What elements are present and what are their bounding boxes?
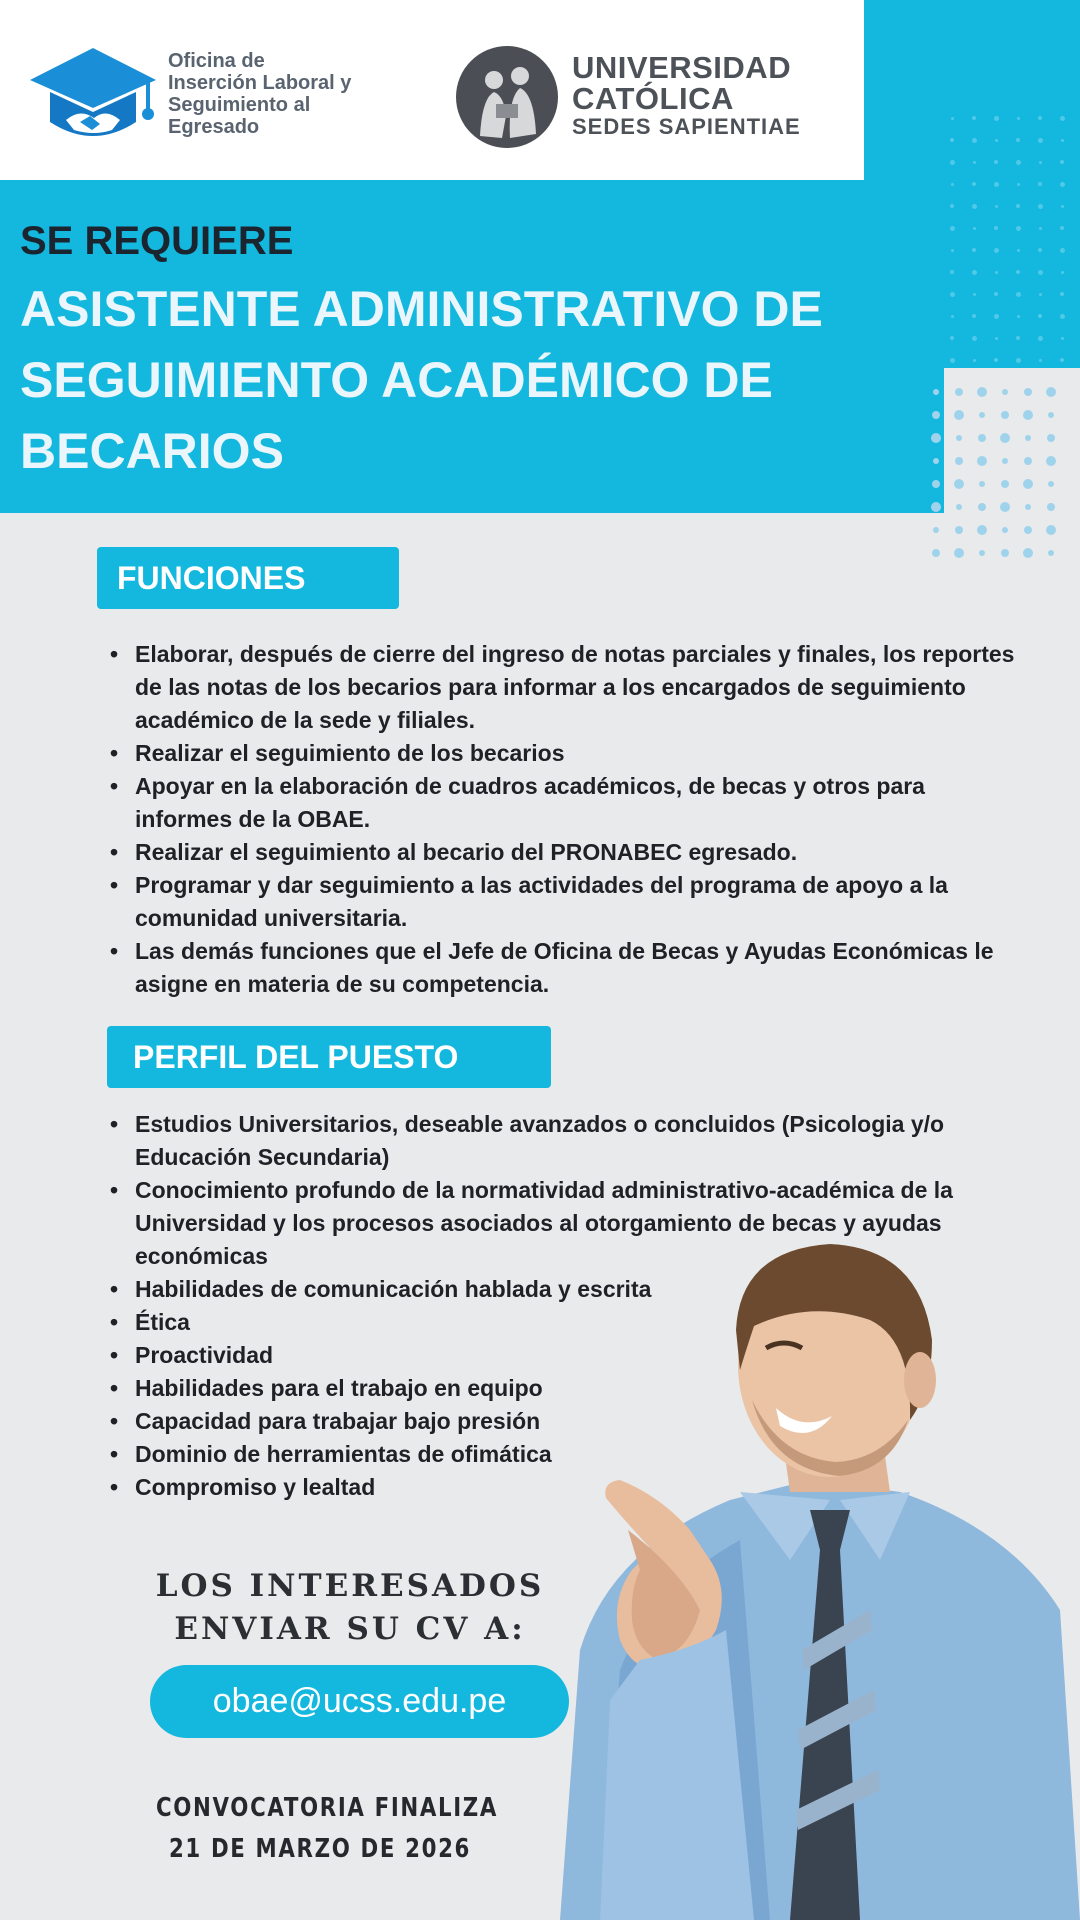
list-item: • Capacidad para trabajar bajo presión <box>110 1405 1020 1438</box>
dot <box>979 412 985 418</box>
dot <box>950 270 954 274</box>
dot <box>1000 502 1010 512</box>
dot <box>1060 248 1065 253</box>
dot <box>1025 435 1031 441</box>
dot <box>1038 138 1043 143</box>
list-item: • Realizar el seguimiento al becario del PRONABEC egresado. <box>110 836 1020 869</box>
dot <box>1024 526 1032 534</box>
dot <box>1047 434 1055 442</box>
dot <box>955 457 963 465</box>
list-item: • Las demás funciones que el Jefe de Oficina de Becas y Ayudas Económicas le asigne en materia de su competencia. <box>110 935 1020 1001</box>
dot <box>951 249 954 252</box>
list-item: • Programar y dar seguimiento a las actividades del programa de apoyo a la comunidad universitaria. <box>110 869 1020 935</box>
dot <box>978 503 986 511</box>
dot <box>1060 182 1065 187</box>
office-logo-text: Oficina de Inserción Laboral y Seguimiento al Egresado <box>168 50 352 138</box>
dot <box>1038 336 1043 341</box>
dot <box>1047 503 1055 511</box>
dot <box>972 182 976 186</box>
email-link[interactable]: obae@ucss.edu.pe <box>150 1665 569 1738</box>
dot <box>1023 479 1033 489</box>
list-item: • Realizar el seguimiento de los becarios <box>110 737 1020 770</box>
dot <box>1002 389 1008 395</box>
dot <box>1017 249 1020 252</box>
dot <box>1046 525 1056 535</box>
dot <box>1023 548 1033 558</box>
dot <box>1016 204 1020 208</box>
dot <box>1000 433 1010 443</box>
job-title: ASISTENTE ADMINISTRATIVO DE SEGUIMIENTO ACADÉMICO DE BECARIOS <box>20 281 823 479</box>
dot <box>1016 358 1021 363</box>
dot <box>1038 204 1043 209</box>
dot <box>955 526 963 534</box>
dot <box>994 116 999 121</box>
list-item: • Habilidades de comunicación hablada y escrita <box>110 1273 1020 1306</box>
dot <box>1025 504 1031 510</box>
dot <box>1016 138 1020 142</box>
dot <box>1016 160 1021 165</box>
dot <box>933 527 939 533</box>
dot <box>1048 550 1054 556</box>
dot <box>1038 314 1042 318</box>
dot <box>979 550 985 556</box>
dot <box>977 456 987 466</box>
dot <box>1016 226 1021 231</box>
dot <box>994 160 998 164</box>
dot <box>972 314 976 318</box>
dot <box>950 358 955 363</box>
dot <box>932 480 940 488</box>
dot <box>1060 358 1064 362</box>
dot <box>994 182 999 187</box>
dot <box>1002 458 1008 464</box>
dot <box>931 433 941 443</box>
dot <box>978 434 986 442</box>
dot <box>933 458 939 464</box>
funciones-heading: FUNCIONES <box>97 547 399 609</box>
dot <box>1024 457 1032 465</box>
dot <box>1060 160 1064 164</box>
list-item: • Conocimiento profundo de la normatividad administrativo-académica de la Universidad y los procesos asociados al otorgamiento de becas y ayudas económicas <box>110 1174 1020 1273</box>
dot <box>972 116 976 120</box>
dot <box>972 248 976 252</box>
dot <box>954 479 964 489</box>
dot <box>1016 270 1020 274</box>
dot <box>995 205 998 208</box>
dot <box>995 271 998 274</box>
dot <box>973 161 976 164</box>
kicker-heading: SE REQUIERE <box>20 219 294 263</box>
dot <box>1061 139 1064 142</box>
dot <box>1046 456 1056 466</box>
dot <box>972 204 977 209</box>
dot <box>931 502 941 512</box>
funciones-list <box>110 638 1020 1001</box>
dot <box>1061 337 1064 340</box>
dot <box>1023 410 1033 420</box>
dot <box>1061 205 1064 208</box>
dot <box>1016 336 1020 340</box>
dot <box>954 410 964 420</box>
dot <box>994 358 998 362</box>
graduation-cap-handshake-logo-icon <box>28 46 158 146</box>
dot <box>973 227 976 230</box>
dot <box>955 388 963 396</box>
dot <box>1039 227 1042 230</box>
contact-heading: LOS INTERESADOS ENVIAR SU CV A: <box>155 1568 545 1647</box>
dot <box>1039 293 1042 296</box>
dot <box>1017 183 1020 186</box>
dot <box>1001 549 1009 557</box>
dot <box>977 387 987 397</box>
list-item: • Habilidades para el trabajo en equipo <box>110 1372 1020 1405</box>
dot <box>1060 116 1065 121</box>
university-logo-text: UNIVERSIDAD CATÓLICA SEDES SAPIENTIAE <box>572 50 801 139</box>
dot <box>950 292 955 297</box>
dot <box>995 139 998 142</box>
list-item: • Elaborar, después de cierre del ingreso de notas parciales y finales, los reportes de las notas de los becarios para informar a los encargados de seguimiento académico de la sede y filiales. <box>110 638 1020 737</box>
dot <box>973 293 976 296</box>
list-item: • Ética <box>110 1306 1020 1339</box>
dot <box>1039 359 1042 362</box>
dot <box>1060 226 1064 230</box>
dot <box>932 549 940 557</box>
dot <box>979 481 985 487</box>
dot <box>950 336 954 340</box>
dot <box>950 138 954 142</box>
list-item: • Estudios Universitarios, deseable avanzados o concluidos (Psicologia y/o Educación Secundaria) <box>110 1108 1020 1174</box>
dot <box>1017 315 1020 318</box>
dot <box>950 226 955 231</box>
university-seal-icon <box>456 46 558 148</box>
dot <box>1038 182 1042 186</box>
dot <box>972 336 977 341</box>
dot <box>972 270 977 275</box>
dot <box>951 117 954 120</box>
dot <box>950 204 954 208</box>
dot <box>950 160 955 165</box>
dot <box>995 337 998 340</box>
list-item: • Dominio de herramientas de ofimática <box>110 1438 1020 1471</box>
deadline-text: CONVOCATORIA FINALIZA 21 DE MARZO DE 2026 <box>156 1793 499 1864</box>
list-item: • Proactividad <box>110 1339 1020 1372</box>
dot <box>951 315 954 318</box>
dot <box>994 226 998 230</box>
dot <box>1001 411 1009 419</box>
dot <box>933 389 939 395</box>
dot <box>972 138 977 143</box>
dot <box>954 548 964 558</box>
dot <box>994 292 998 296</box>
dot <box>1060 292 1064 296</box>
dot <box>1060 314 1065 319</box>
dot <box>1038 248 1042 252</box>
dot <box>951 183 954 186</box>
dot <box>956 504 962 510</box>
perfil-heading: PERFIL DEL PUESTO <box>107 1026 551 1088</box>
dot <box>1039 161 1042 164</box>
dot <box>973 359 976 362</box>
dot <box>1017 117 1020 120</box>
dot <box>977 525 987 535</box>
list-item: • Apoyar en la elaboración de cuadros académicos, de becas y otros para informes de la OBAE. <box>110 770 1020 836</box>
dot <box>1048 412 1054 418</box>
pointing-man-photo <box>540 1230 1080 1920</box>
dot <box>994 248 999 253</box>
dot <box>1046 387 1056 397</box>
dot <box>1024 388 1032 396</box>
dot <box>1048 481 1054 487</box>
dot <box>1002 527 1008 533</box>
dot <box>956 435 962 441</box>
list-item: • Compromiso y lealtad <box>110 1471 1020 1504</box>
dot <box>932 411 940 419</box>
dot <box>1038 270 1043 275</box>
dot <box>1001 480 1009 488</box>
dot <box>994 314 999 319</box>
dot <box>1016 292 1021 297</box>
dot <box>1061 271 1064 274</box>
dot <box>1038 116 1042 120</box>
